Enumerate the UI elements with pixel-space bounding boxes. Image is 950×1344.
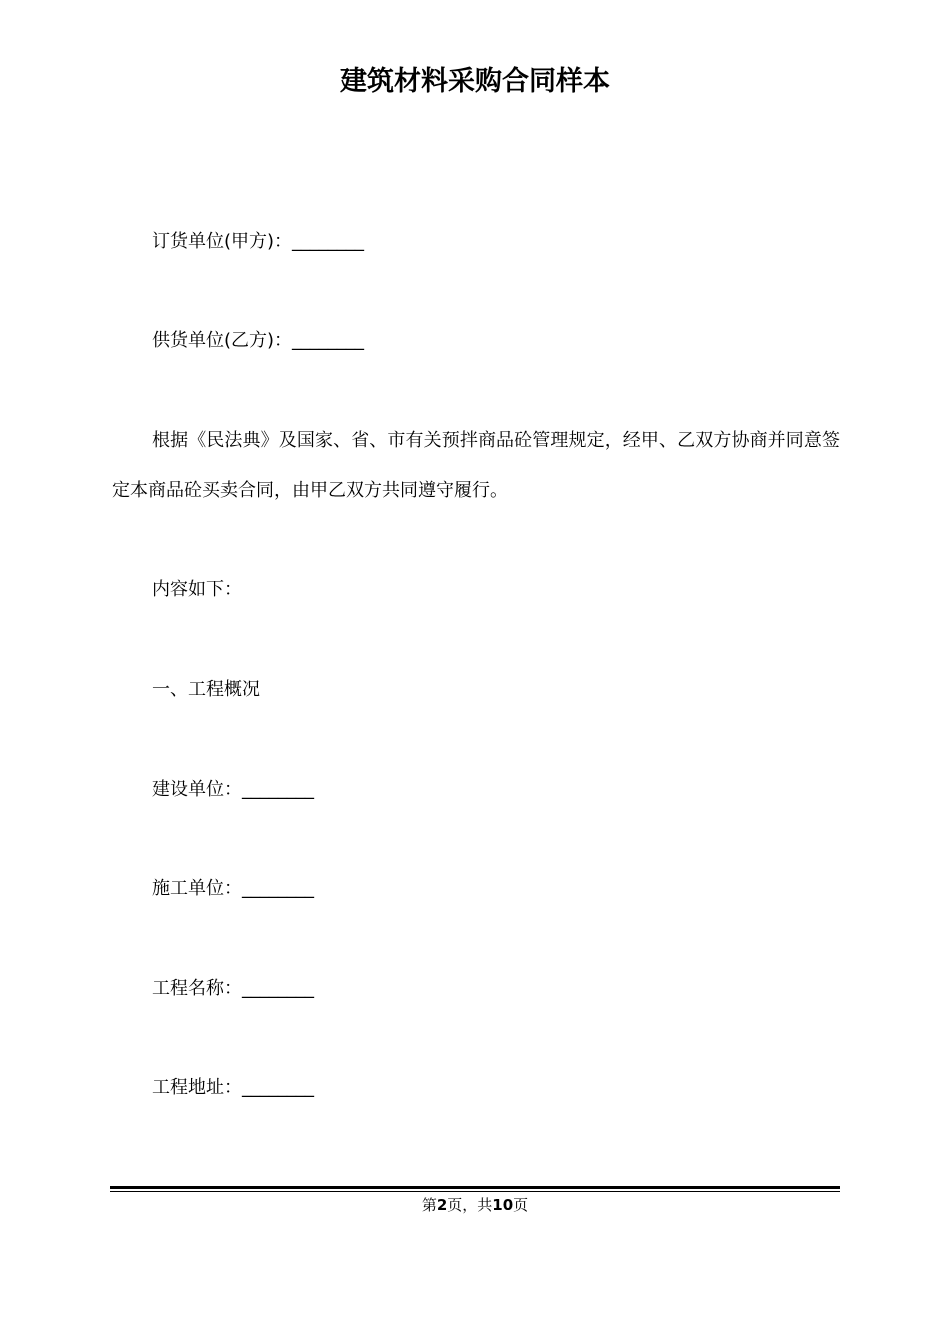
field-builder-unit: 施工单位：________ bbox=[152, 878, 314, 899]
party-b-line: 供货单位(乙方)：________ bbox=[152, 330, 365, 351]
footer-divider-thin bbox=[110, 1191, 840, 1192]
section-heading-project-overview: 一、工程概况 bbox=[152, 679, 260, 700]
field-project-name: 工程名称：________ bbox=[152, 978, 314, 999]
party-a-line: 订货单位(甲方)：________ bbox=[152, 231, 365, 252]
page-middle: 页，共 bbox=[447, 1196, 493, 1214]
current-page-number: 2 bbox=[436, 1196, 448, 1214]
document-title: 建筑材料采购合同样本 bbox=[340, 66, 610, 97]
field-construction-unit: 建设单位：________ bbox=[152, 779, 314, 800]
content-intro: 内容如下： bbox=[152, 579, 242, 600]
total-page-count: 10 bbox=[492, 1196, 514, 1214]
footer-divider-thick bbox=[110, 1186, 840, 1189]
page-number-footer bbox=[0, 1194, 950, 1216]
preamble-paragraph: 根据《民法典》及国家、省、市有关预拌商品砼管理规定，经甲、乙双方协商并同意签定本商品砼买卖合同，由甲乙双方共同遵守履行。 bbox=[112, 430, 840, 501]
field-project-address: 工程地址：________ bbox=[152, 1077, 314, 1098]
page-suffix: 页 bbox=[513, 1196, 529, 1214]
page-prefix: 第 bbox=[421, 1196, 437, 1214]
